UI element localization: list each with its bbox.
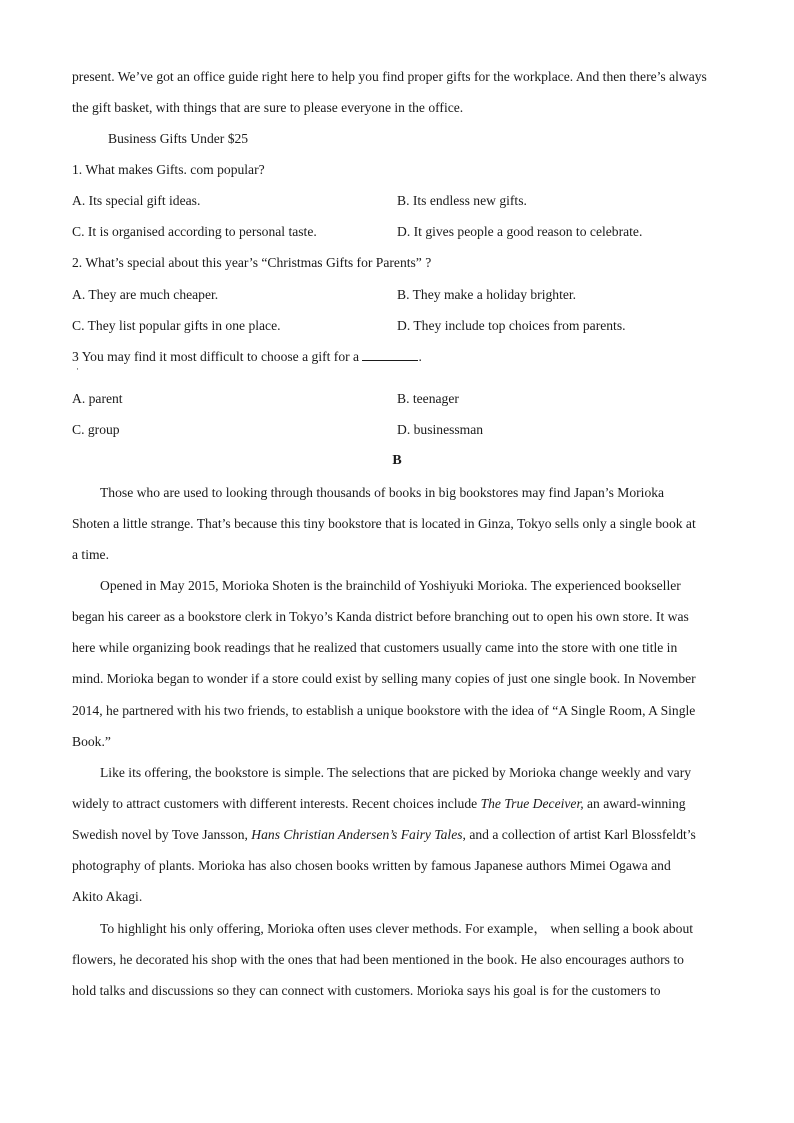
paragraph-line: a time. [72,547,109,562]
paragraph-line: began his career as a bookstore clerk in Tokyo’s Kanda district before branching out to open his own store. It was [72,609,689,624]
paragraph-line: the gift basket, with things that are sure to please everyone in the office. [72,100,464,115]
paragraph-line: flowers, he decorated his shop with the ones that had been mentioned in the book. He also encourages authors to [72,952,684,967]
option-d: D. businessman [397,422,484,437]
paragraph-line: Opened in May 2015, Morioka Shoten is the brainchild of Yoshiyuki Morioka. The experienced bookseller [100,578,681,593]
paragraph-line: Those who are used to looking through thousands of books in big bookstores may find Japan’s Morioka [100,485,665,500]
option-c: C. They list popular gifts in one place. [72,318,281,333]
paragraph-line: present. We’ve got an office guide right here to help you find proper gifts for the workplace. And then there’s always [72,69,707,84]
text-run: , and a collection of artist Karl Blossfeldt’s [462,827,696,842]
paragraph-line: Like its offering, the bookstore is simple. The selections that are picked by Morioka change weekly and vary [100,765,692,780]
book-title: The True Deceiver, [480,796,584,811]
option-c: C. It is organised according to personal taste. [72,224,317,239]
paragraph-line: Akito Akagi. [72,889,143,904]
paragraph-line: hold talks and discussions so they can connect with customers. Morioka says his goal is for the customers to [72,983,661,998]
paragraph-line: photography of plants. Morioka has also chosen books written by famous Japanese authors Mimei Ogawa and [72,858,671,873]
paragraph-line: mind. Morioka began to wonder if a store could exist by selling many copies of just one single book. In November [72,671,696,686]
question-stem-end: . [418,349,422,364]
paragraph-line: To highlight his only offering, Morioka often uses clever methods. For example， when selling a book about [100,921,694,936]
book-title: Hans Christian Andersen’s Fairy Tales [251,827,463,842]
text-run: Swedish novel by Tove Jansson, [72,827,252,842]
paragraph-line: 2014, he partnered with his two friends, to establish a unique bookstore with the idea of “A Single Room, A Single [72,703,696,718]
option-d: D. It gives people a good reason to celebrate. [397,224,643,239]
option-a: A. parent [72,391,123,406]
question-stem: 2. What’s special about this year’s “Christmas Gifts for Parents” ? [72,255,432,270]
option-a: A. They are much cheaper. [72,287,219,302]
paragraph-line: here while organizing book readings that he realized that customers usually came into the store with one title in [72,640,678,655]
paragraph-line [72,826,696,844]
option-b: B. They make a holiday brighter. [397,287,577,302]
question-stem: 1. What makes Gifts. com popular? [72,162,265,177]
section-title: Business Gifts Under $25 [108,131,249,146]
passage-heading: B [392,453,402,468]
option-c: C. group [72,422,120,437]
answer-blank [362,348,418,361]
text-run: an award-winning [583,796,686,811]
text-run: widely to attract customers with different interests. Recent choices include [72,796,481,811]
question-stem-text: 3 You may find it most difficult to choose a gift for a [72,349,360,364]
option-a: A. Its special gift ideas. [72,193,201,208]
question-stem [72,348,422,366]
paragraph-line [72,795,686,813]
option-b: B. teenager [397,391,459,406]
option-d: D. They include top choices from parents. [397,318,626,333]
paragraph-line: Shoten a little strange. That’s because this tiny bookstore that is located in Ginza, Tokyo sells only a single book at [72,516,696,531]
option-b: B. Its endless new gifts. [397,193,527,208]
paragraph-line: Book.” [72,734,111,749]
stray-dot: · [76,364,79,374]
